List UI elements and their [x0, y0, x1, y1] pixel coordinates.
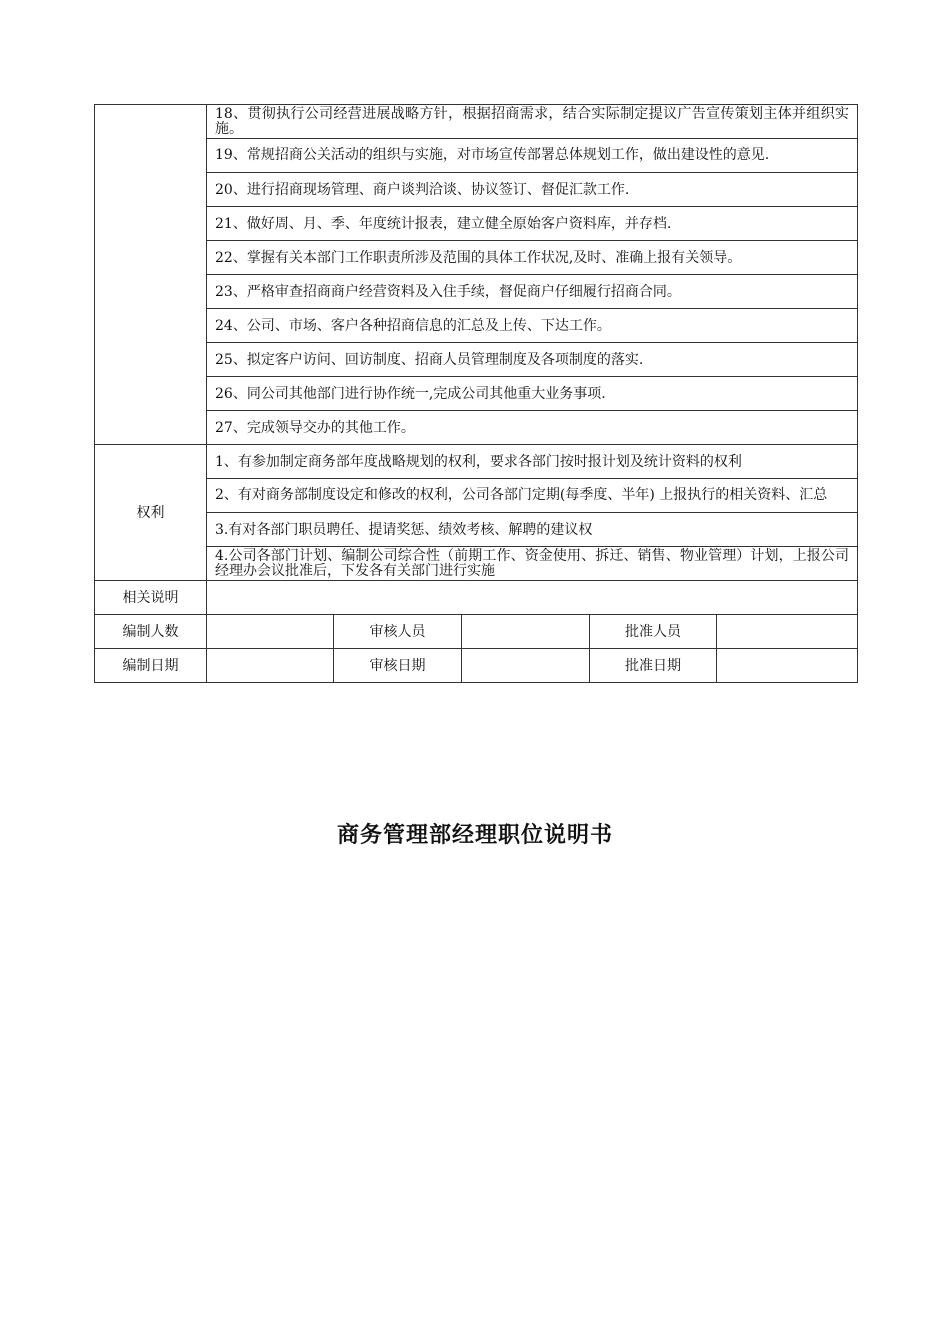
compiler-value	[207, 615, 334, 649]
duty-item: 20、进行招商现场管理、商户谈判洽谈、协议签订、督促汇款工作.	[207, 173, 858, 207]
reviewer-value	[462, 615, 590, 649]
duty-item: 21、做好周、月、季、年度统计报表，建立健全原始客户资料库，并存档.	[207, 207, 858, 241]
duty-item: 23、严格审查招商商户经营资料及入住手续，督促商户仔细履行招商合同。	[207, 275, 858, 309]
notes-label: 相关说明	[95, 581, 207, 615]
compiler-label: 编制人数	[95, 615, 207, 649]
duty-item: 22、掌握有关本部门工作职责所涉及范围的具体工作状况,及时、准确上报有关领导。	[207, 241, 858, 275]
duty-item: 27、完成领导交办的其他工作。	[207, 411, 858, 445]
reviewer-label: 审核人员	[334, 615, 462, 649]
review-date-value	[462, 649, 590, 683]
right-item: 1、有参加制定商务部年度战略规划的权利，要求各部门按时报计划及统计资料的权利	[207, 445, 858, 479]
approve-date-value	[717, 649, 858, 683]
compile-date-value	[207, 649, 334, 683]
duty-item: 18、贯彻执行公司经营进展战略方针，根据招商需求，结合实际制定提议广告宣传策划主体并组织实施。	[207, 105, 858, 139]
duty-item: 26、同公司其他部门进行协作统一,完成公司其他重大业务事项.	[207, 377, 858, 411]
duties-label-cell	[95, 105, 207, 445]
rights-label: 权利	[95, 445, 207, 581]
review-date-label: 审核日期	[334, 649, 462, 683]
approver-label: 批准人员	[590, 615, 717, 649]
duty-item: 25、拟定客户访问、回访制度、招商人员管理制度及各项制度的落实.	[207, 343, 858, 377]
right-item: 2、有对商务部制度设定和修改的权利，公司各部门定期(每季度、半年) 上报执行的相关资料、汇总	[207, 479, 858, 513]
approve-date-label: 批准日期	[590, 649, 717, 683]
compile-date-label: 编制日期	[95, 649, 207, 683]
right-item: 4.公司各部门计划、编制公司综合性（前期工作、资金使用、拆迁、销售、物业管理）计划，上报公司经理办会议批准后，下发各有关部门进行实施	[207, 547, 858, 581]
document-title: 商务管理部经理职位说明书	[336, 823, 613, 848]
duty-item: 24、公司、市场、客户各种招商信息的汇总及上传、下达工作。	[207, 309, 858, 343]
job-description-table	[94, 104, 858, 683]
duty-item: 19、常规招商公关活动的组织与实施，对市场宣传部署总体规划工作，做出建设性的意见.	[207, 139, 858, 173]
right-item: 3.有对各部门职员聘任、提请奖惩、绩效考核、解聘的建议权	[207, 513, 858, 547]
approver-value	[717, 615, 858, 649]
notes-value	[207, 581, 858, 615]
